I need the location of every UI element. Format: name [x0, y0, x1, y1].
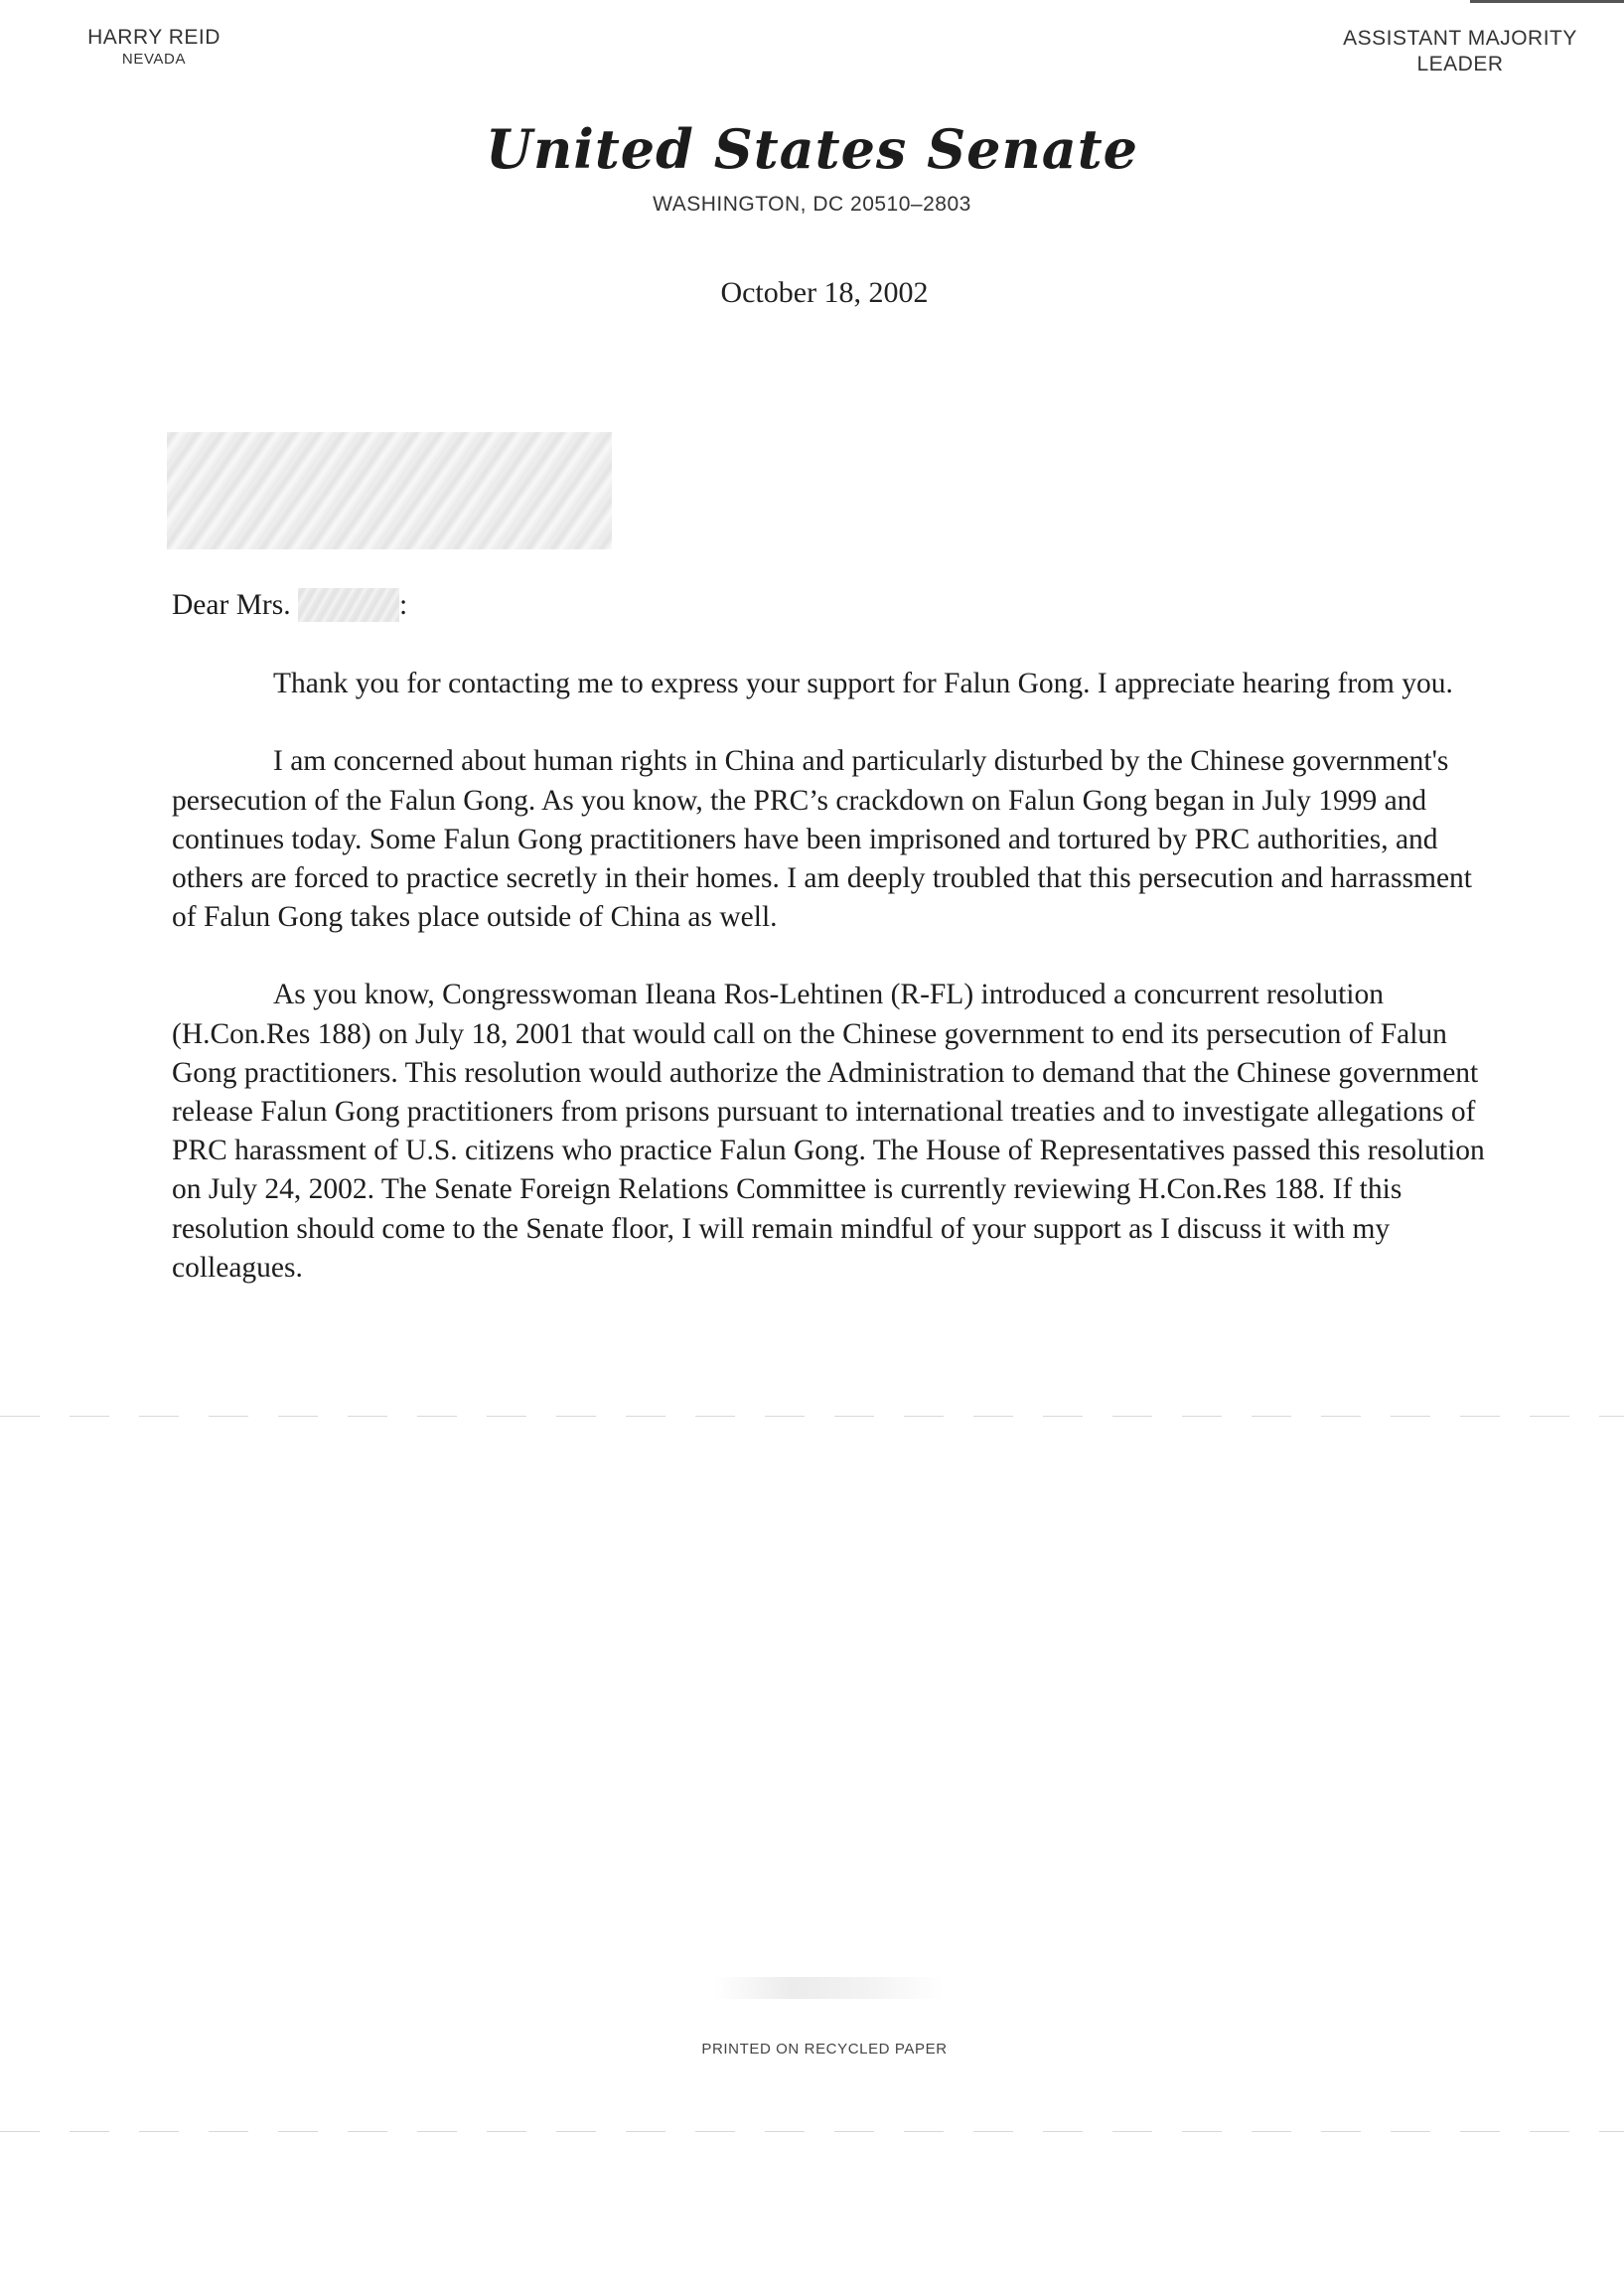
salutation-prefix: Dear Mrs. [172, 589, 291, 621]
letter-body [172, 586, 1493, 1326]
sender-title-line1: ASSISTANT MAJORITY [1343, 27, 1577, 50]
salutation-suffix: : [398, 589, 408, 621]
sender-block [50, 26, 258, 68]
salutation [172, 586, 1493, 625]
paragraph-3: As you know, Congresswoman Ileana Ros-Lehtinen (R-FL) introduced a concurrent resolution (H.Con.Res 188) on July 18, 2001 that would call on the Chinese government to end its persecution of Falun Gong practitioners. This resolution would authorize the Administration to demand that the Chinese government release Falun Gong practitioners from prisons pursuant to international treaties and to investigate allegations of PRC harassment of U.S. citizens who practice Falun Gong. The House of Representatives passed this resolution on July 24, 2002. The Senate Foreign Relations Committee is currently reviewing H.Con.Res 188. If this resolution should come to the Senate floor, I will remain mindful of your support as I discuss it with my colleagues. [172, 979, 1485, 1284]
scan-artifact-line [0, 2131, 1624, 2132]
sender-title-line2: LEADER [1416, 53, 1504, 76]
redacted-signature-area [715, 1977, 944, 1999]
letterhead [0, 117, 1624, 217]
sender-title-block [1321, 26, 1599, 77]
sender-state: NEVADA [121, 51, 187, 68]
letter-date: October 18, 2002 [720, 276, 929, 309]
letterhead-title: United States Senate [485, 117, 1139, 181]
sender-name: HARRY REID [87, 26, 221, 49]
redacted-recipient-address [167, 432, 612, 549]
footer-note: PRINTED ON RECYCLED PAPER [701, 2041, 948, 2058]
letterhead-address: WASHINGTON, DC 20510–2803 [653, 193, 971, 216]
scan-artifact-line [0, 1416, 1624, 1417]
paragraph-2: I am concerned about human rights in China and particularly disturbed by the Chinese government's persecution of the Falun Gong. As you know, the PRC’s crackdown on Falun Gong began in July 1999 and continues today. Some Falun Gong practitioners have been imprisoned and tortured by PRC authorities, and others are forced to practice secretly in their homes. I am deeply troubled that this persecution and harrassment of Falun Gong takes place outside of China as well. [172, 745, 1472, 934]
redacted-recipient-name [298, 588, 399, 622]
paragraph-1: Thank you for contacting me to express your support for Falun Gong. I appreciate hearing from you. [273, 668, 1453, 700]
top-edge-rule [1470, 0, 1624, 3]
